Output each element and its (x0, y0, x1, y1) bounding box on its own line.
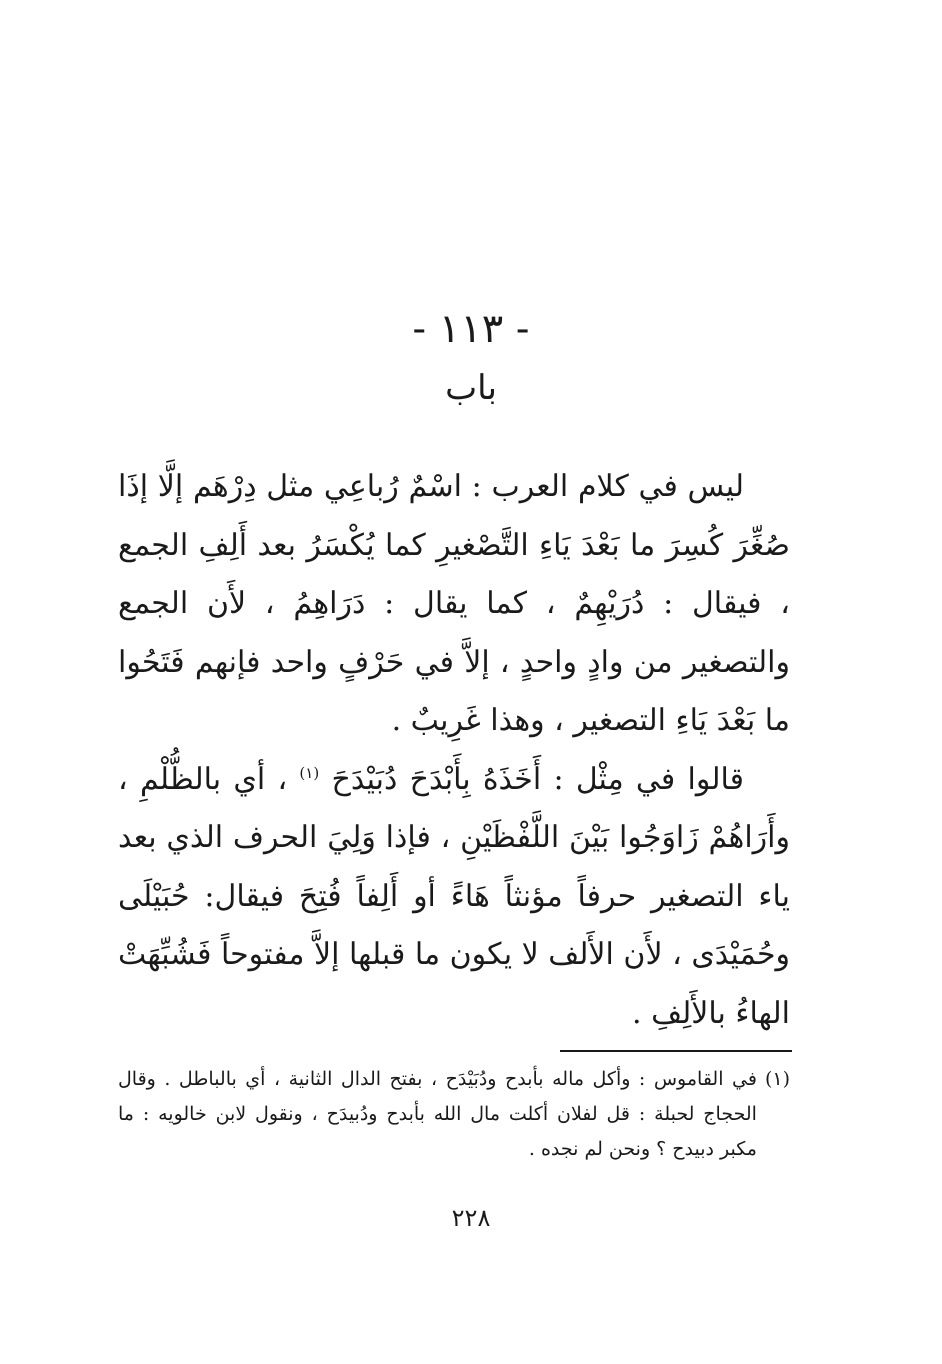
main-text (118, 458, 790, 1043)
footnotes (118, 1062, 790, 1167)
footnote-reference: (١) (299, 763, 320, 782)
footnote-divider (560, 1050, 792, 1052)
paragraph-2-start: قالوا في مِثْل : أَخَذَهُ بِأَبْدَحَ دُبَيْدَحَ (331, 761, 744, 797)
paragraph-2 (118, 751, 790, 1044)
section-number: - ١١٣ - (412, 306, 530, 352)
footnote-1 (118, 1062, 790, 1167)
paragraph-2-rest: ، أي بالظُّلْمِ ، وأَرَاهُمْ زَاوَجُوا بَيْنَ اللَّفْظَيْنِ ، فإذا وَلِيَ الحرف الذي بعد ياء التصغير حرفاً مؤنثاً هَاءً أو أَلِفاً فُتِحَ فيقال: حُبَيْلَى وحُمَيْدَى ، لأَن الأَلف لا يكون ما قبلها إلاَّ مفتوحاً فَشُبِّهَتْ الهاءُ بالأَلِفِ . (118, 761, 790, 1031)
page-number: ٢٢٨ (451, 1204, 491, 1232)
paragraph-1: ليس في كلام العرب : اسْمٌ رُباعِي مثل دِرْهَم إلَّا إذَا صُغِّرَ كُسِرَ ما بَعْدَ يَاءِ التَّصْغيرِ كما يُكْسَرُ بعد أَلِفِ الجمع ، فيقال : دُرَيْهِمٌ ، كما يقال : دَرَاهِمُ ، لأَن الجمع والتصغير من وادٍ واحدٍ ، إلاَّ في حَرْفٍ واحد فإنهم فَتَحُوا ما بَعْدَ يَاءِ التصغير ، وهذا غَرِيبٌ . (118, 469, 790, 738)
footnote-number: (١) (764, 1068, 790, 1090)
chapter-title: باب (445, 368, 497, 408)
footnote-text: في القاموس : وأكل ماله بأبدح ودُبَيْدَح ، بفتح الدال الثانية ، أي بالباطل . وقال الحجاج لحبلة : قل لفلان أكلت مال الله بأبدح ودُبيدَح ، ونقول لابن خالويه : ما مكبر دبيدح ؟ ونحن لم نجده . (118, 1068, 757, 1160)
